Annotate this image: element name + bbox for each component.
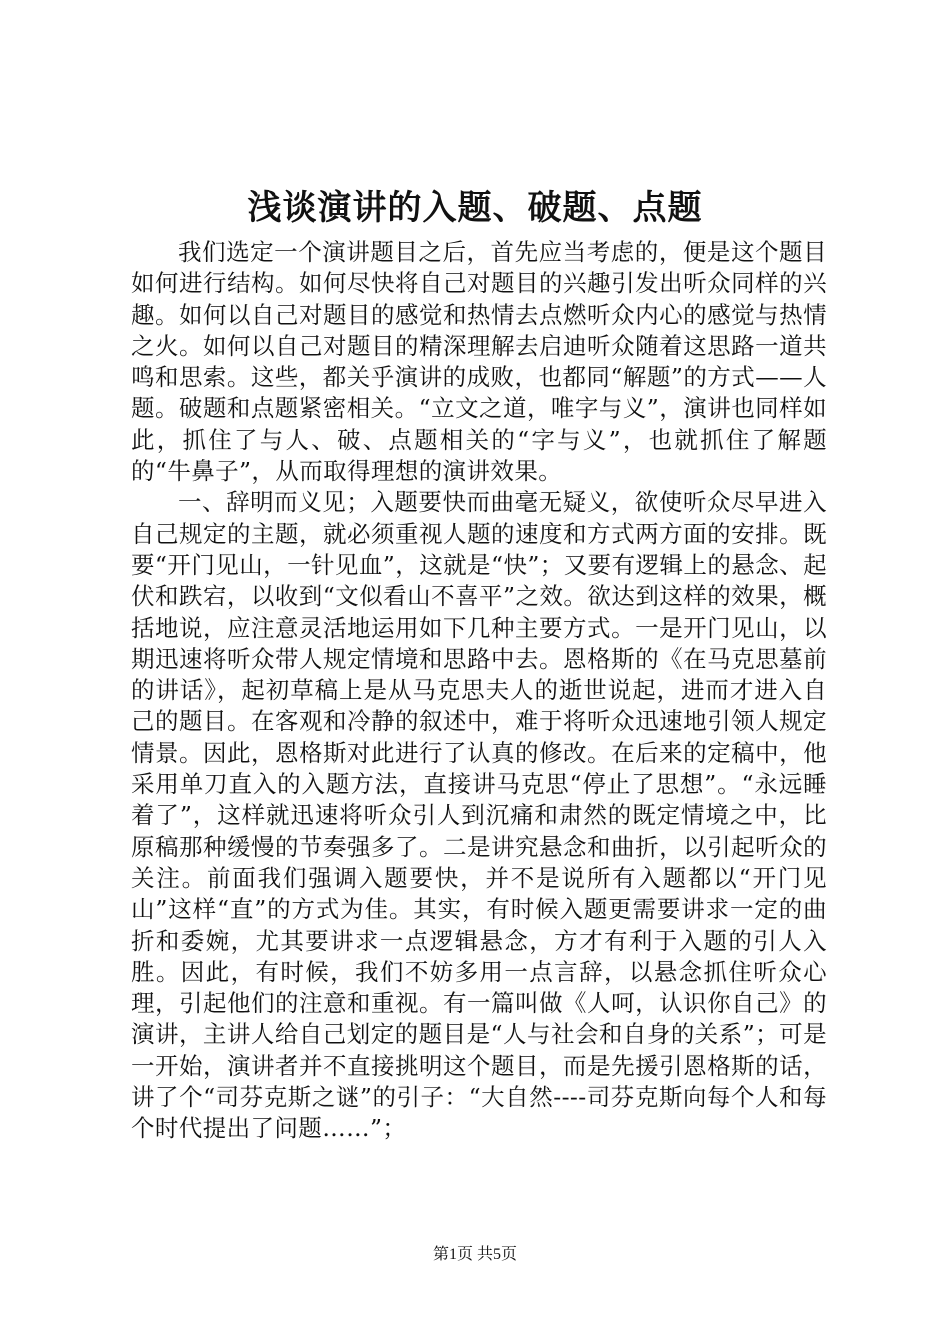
paragraph-section-one: 一、辞明而义见；入题要快而曲毫无疑义，欲使听众尽早进入自己规定的主题，就必须重视人题的速度和方式两方面的安排。既要“开门见山，一针见血”，这就是“快”；又要有逻辑上的悬念、起伏和跌宕，以收到“文似看山不喜平”之效。欲达到这样的效果，概括地说，应注意灵活地运用如下几种主要方式。一是开门见山，以期迅速将听众带人规定情境和思路中去。恩格斯的《在马克思墓前的讲话》，起初草稿上是从马克思夫人的逝世说起，进而才进入自己的题目。在客观和冷静的叙述中，难于将听众迅速地引领人规定情景。因此，恩格斯对此进行了认真的修改。在后来的定稿中，他采用单刀直入的入题方法，直接讲马克思“停止了思想”。“永远睡着了”，这样就迅速将听众引人到沉痛和肃然的既定情境之中，比原稿那种缓慢的节奏强多了。二是讲究悬念和曲折，以引起听众的关注。前面我们强调入题要快，并不是说所有入题都以“开门见山”这样“直”的方式为佳。其实，有时候入题更需要讲求一定的曲折和委婉，尤其要讲求一点逻辑悬念，方才有利于入题的引人入胜。因此，有时候，我们不妨多用一点言辞，以悬念抓住听众心理，引起他们的注意和重视。有一篇叫做《人呵，认识你自己》的演讲，主讲人给自己划定的题目是“人与社会和自身的关系”；可是一开始，演讲者并不直接挑明这个题目，而是先援引恩格斯的话，讲了个“司芬克斯之谜”的引子：“大自然----司芬克斯向每个人和每个时代提出了问题……”； (131, 488, 827, 1143)
page-number-footer: 第1页 共5页 (432, 1246, 517, 1263)
document-body (131, 237, 827, 1145)
paragraph-intro: 我们选定一个演讲题目之后，首先应当考虑的，便是这个题目如何进行结构。如何尽快将自己对题目的兴趣引发出听众同样的兴趣。如何以自己对题目的感觉和热情去点燃听众内心的感觉与热情之火。如何以自己对题目的精深理解去启迪听众随着这思路一道共鸣和思索。这些，都关乎演讲的成败，也都同“解题”的方式——人题。破题和点题紧密相关。“立文之道，唯字与义”，演讲也同样如此，抓住了与人、破、点题相关的“字与义”，也就抓住了解题的“牛鼻子”，从而取得理想的演讲效果。 (131, 238, 827, 486)
document-title: 浅谈演讲的入题、破题、点题 (247, 188, 703, 228)
